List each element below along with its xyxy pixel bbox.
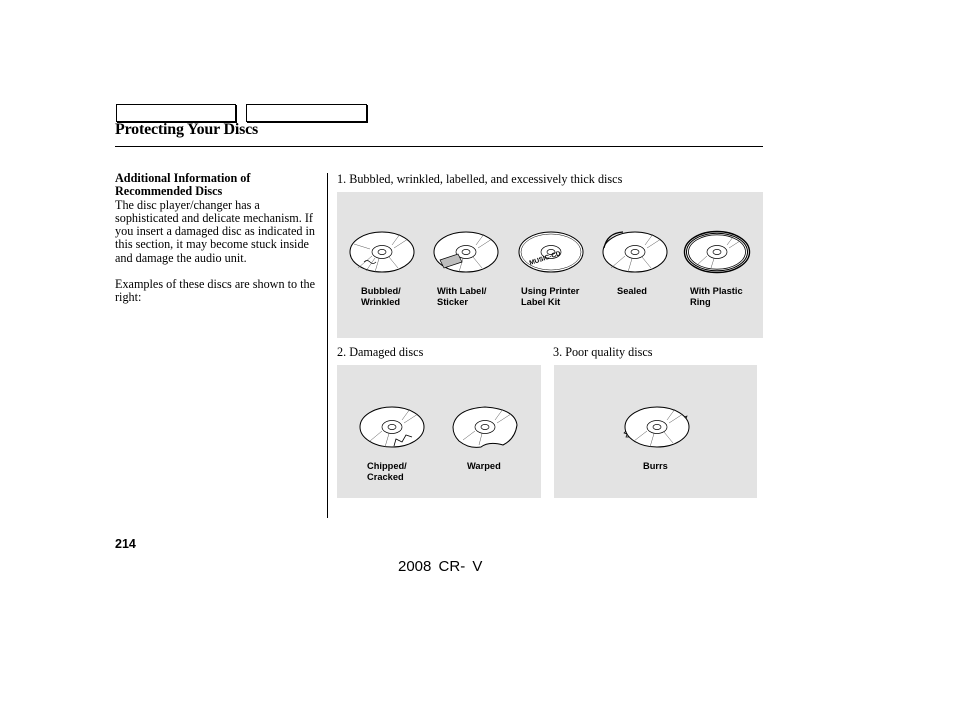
sealed-disc-icon bbox=[601, 230, 669, 274]
page-title: Protecting Your Discs bbox=[115, 121, 259, 138]
column-divider bbox=[327, 173, 328, 518]
page-number: 214 bbox=[115, 537, 136, 551]
disc-label-printer-label-kit: Using Printer Label Kit bbox=[521, 286, 580, 307]
additional-info-body: The disc player/changer has a sophisticated and delicate mechanism. If you insert a damaged disc as indicated in this section, it may become stuck inside and damage the audio unit. bbox=[115, 197, 316, 265]
bubbled-disc-icon bbox=[348, 230, 416, 274]
figure-1-panel bbox=[337, 192, 763, 338]
left-column bbox=[115, 172, 320, 305]
burrs-disc-icon bbox=[622, 405, 692, 449]
disc-label-warped: Warped bbox=[467, 461, 501, 471]
chipped-disc-icon bbox=[358, 405, 426, 449]
plastic-ring-disc-icon bbox=[683, 229, 751, 275]
figure-3-panel bbox=[554, 365, 757, 498]
disc-label-chipped: Chipped/ Cracked bbox=[367, 461, 407, 482]
header-tab-box-right bbox=[246, 104, 367, 122]
labeled-disc-icon bbox=[432, 230, 500, 274]
additional-info-heading: Additional Information of Recommended Discs bbox=[115, 171, 251, 199]
disc-label-burrs: Burrs bbox=[643, 461, 668, 471]
examples-text: Examples of these discs are shown to the right: bbox=[115, 277, 316, 305]
figure-1-caption: 1. Bubbled, wrinkled, labelled, and excessively thick discs bbox=[337, 172, 623, 186]
footer-model-name: 2008 CR- V bbox=[398, 558, 483, 575]
disc-label-plastic-ring: With Plastic Ring bbox=[690, 286, 743, 307]
disc-label-bubbled: Bubbled/ Wrinkled bbox=[361, 286, 401, 307]
figure-2-caption: 2. Damaged discs bbox=[337, 345, 424, 359]
figure-2-panel bbox=[337, 365, 541, 498]
figure-3-caption: 3. Poor quality discs bbox=[553, 345, 653, 359]
disc-label-sealed: Sealed bbox=[617, 286, 647, 296]
warped-disc-icon bbox=[451, 405, 519, 449]
header-tab-box-left bbox=[116, 104, 236, 122]
disc-print-text: MUSIC-CD bbox=[528, 250, 562, 267]
disc-label-with-sticker: With Label/ Sticker bbox=[437, 286, 487, 307]
title-divider bbox=[115, 146, 763, 147]
printer-label-disc-icon bbox=[517, 230, 585, 274]
